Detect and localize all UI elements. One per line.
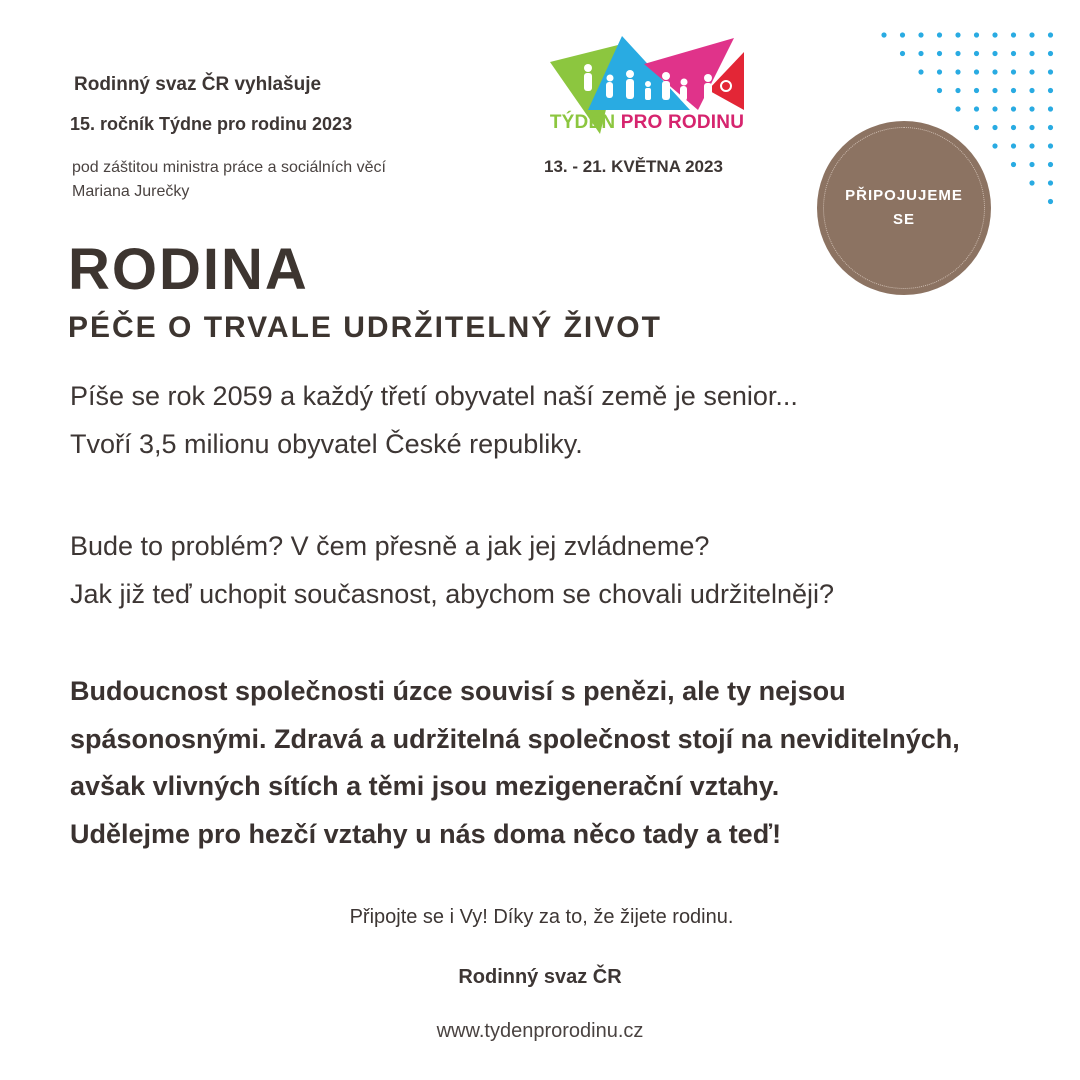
patronage-text — [72, 156, 472, 204]
decor-dot — [992, 51, 997, 56]
decor-dot — [1029, 51, 1034, 56]
website-link[interactable]: www.tydenprorodinu.cz — [436, 1020, 644, 1042]
decor-dot — [974, 51, 979, 56]
decor-dot — [955, 106, 960, 111]
decor-dot — [955, 88, 960, 93]
decor-dot — [1048, 125, 1053, 130]
decor-dot — [937, 69, 942, 74]
paragraph-line: Píše se rok 2059 a každý třetí obyvatel naší země je senior... — [70, 381, 798, 411]
decor-dot — [1048, 88, 1053, 93]
decor-dot — [1048, 162, 1053, 167]
decor-dot — [1011, 69, 1016, 74]
decor-dot — [1029, 69, 1034, 74]
decor-dot — [992, 125, 997, 130]
decor-dot — [992, 69, 997, 74]
organizer-text: Rodinný svaz ČR vyhlašuje — [74, 74, 322, 95]
decor-dot — [937, 32, 942, 37]
join-badge — [817, 121, 991, 295]
decor-dot — [1048, 143, 1053, 148]
decor-dot — [1048, 69, 1053, 74]
decor-dot — [974, 125, 979, 130]
patronage-line: pod záštitou ministra práce a sociálních věcí — [72, 159, 386, 176]
decor-dot — [1029, 125, 1034, 130]
paragraph-line: Jak již teď uchopit současnost, abychom se chovali udržitelněji? — [70, 579, 834, 609]
badge-line: PŘIPOJUJEME — [845, 187, 963, 204]
decor-dot — [918, 69, 923, 74]
decor-dot — [992, 88, 997, 93]
patronage-line: Mariana Jurečky — [72, 183, 190, 200]
decor-dot — [974, 32, 979, 37]
edition-text: 15. ročník Týdne pro rodinu 2023 — [70, 114, 353, 134]
paragraph-line: Udělejme pro hezčí vztahy u nás doma něco tady a teď! — [70, 818, 782, 849]
decor-dot — [937, 51, 942, 56]
decor-dot — [937, 88, 942, 93]
decor-dot — [1048, 51, 1053, 56]
decor-dot — [1011, 125, 1016, 130]
subheadline: PÉČE O TRVALE UDRŽITELNÝ ŽIVOT — [68, 311, 662, 344]
paragraph-line: Bude to problém? V čem přesně a jak jej zvládneme? — [70, 531, 710, 561]
decor-dot — [974, 69, 979, 74]
decor-dot — [918, 32, 923, 37]
decor-dot — [881, 32, 886, 37]
decor-dot — [1029, 88, 1034, 93]
decor-dot — [1011, 162, 1016, 167]
decor-dot — [992, 106, 997, 111]
decor-dot — [974, 106, 979, 111]
logo-word-pro-rodinu: PRO RODINU — [620, 112, 745, 133]
decor-dot — [1048, 180, 1053, 185]
decor-dot — [955, 32, 960, 37]
decor-dot — [1011, 32, 1016, 37]
paragraph-line: spásonosnými. Zdravá a udržitelná společnost stojí na neviditelných, — [70, 723, 960, 754]
decor-dot — [1048, 199, 1053, 204]
paragraph-line: Budoucnost společnosti úzce souvisí s penězi, ale ty nejsou — [70, 676, 846, 706]
paragraph-line: avšak vlivných sítích a těmi jsou mezigenerační vztahy. — [70, 771, 780, 801]
decor-dot — [1011, 143, 1016, 148]
decor-dot — [1029, 32, 1034, 37]
paragraph-intro — [70, 372, 798, 468]
decor-dot — [1011, 106, 1016, 111]
paragraph-emphasis — [70, 668, 1050, 858]
decor-dot — [955, 69, 960, 74]
decor-dot — [955, 51, 960, 56]
decor-dot — [900, 51, 905, 56]
decor-dot — [1029, 162, 1034, 167]
decor-dot — [992, 143, 997, 148]
logo-wordmark — [548, 112, 746, 134]
decor-dot — [992, 32, 997, 37]
paragraph-questions — [70, 522, 834, 618]
event-dates: 13. - 21. KVĚTNA 2023 — [544, 157, 723, 176]
decor-dot — [974, 88, 979, 93]
decor-dot — [1048, 32, 1053, 37]
decor-dot — [1011, 88, 1016, 93]
decor-dot — [1048, 106, 1053, 111]
call-to-action: Připojte se i Vy! Díky za to, že žijete rodinu. — [349, 906, 734, 928]
paragraph-line: Tvoří 3,5 milionu obyvatel České republiky. — [70, 429, 583, 459]
logo-word-tyden: TÝDEN — [549, 112, 616, 133]
decor-dot — [1029, 143, 1034, 148]
signature: Rodinný svaz ČR — [458, 966, 622, 988]
decor-dot — [900, 32, 905, 37]
badge-dotted-ring — [823, 127, 985, 289]
decor-dot — [1029, 106, 1034, 111]
headline: RODINA — [68, 237, 309, 302]
decor-dot — [1029, 180, 1034, 185]
badge-line: SE — [892, 211, 915, 228]
decor-dot — [1011, 51, 1016, 56]
decor-dot — [918, 51, 923, 56]
